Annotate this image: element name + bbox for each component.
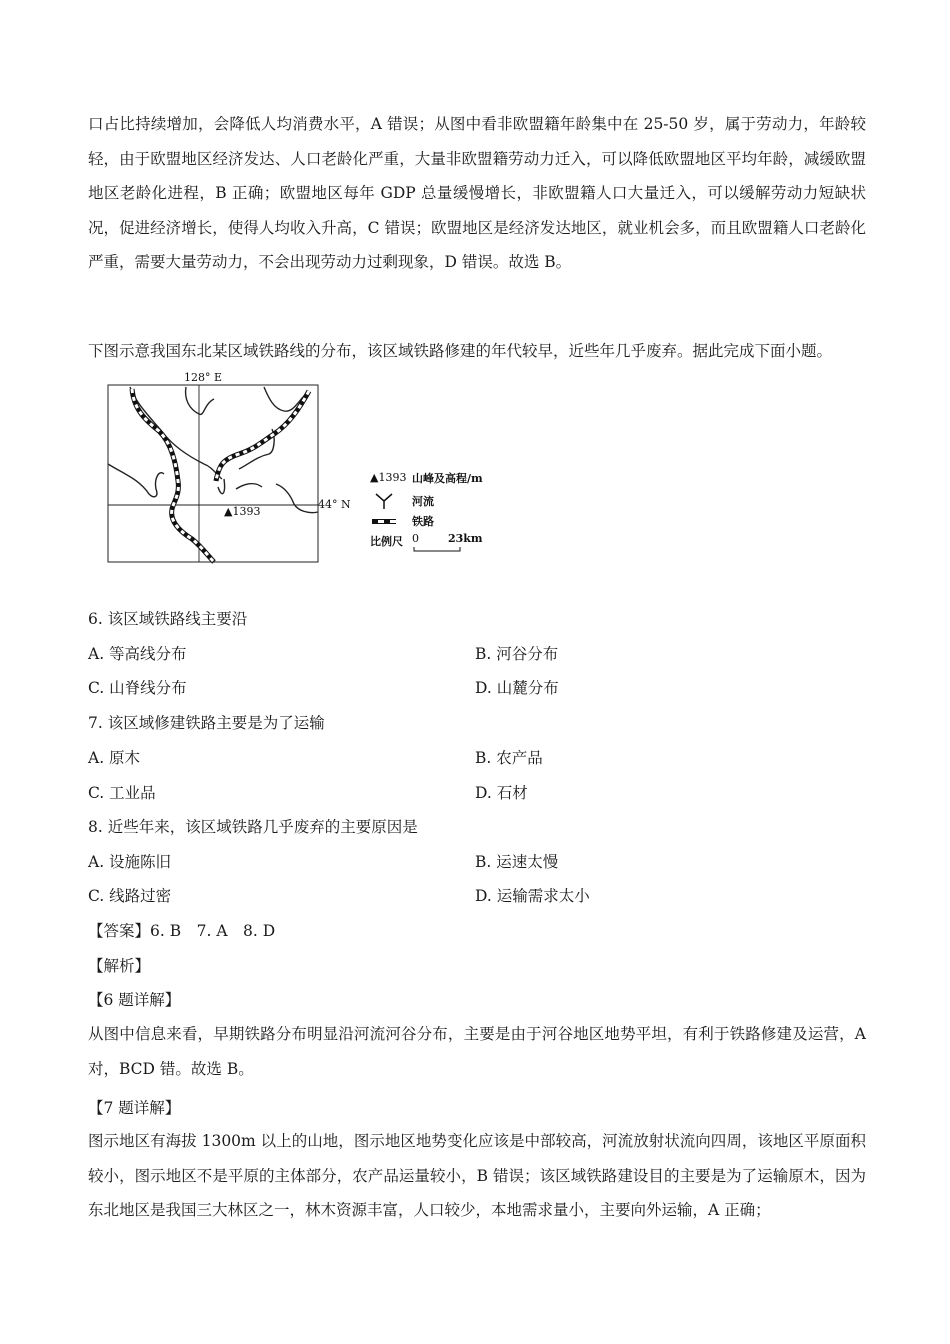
river-legend-icon (376, 494, 392, 509)
question-6-option-b: B. 河谷分布 (475, 645, 559, 663)
legend-scale: 比例尺 (370, 535, 403, 548)
question-8-option-c: C. 线路过密 (88, 887, 172, 905)
question-7-option-a: A. 原木 (88, 749, 141, 767)
question-7-option-d: D. 石材 (475, 784, 528, 802)
legend-peak: ▲1393 (370, 471, 407, 484)
legend-scale-zero: 0 (412, 532, 419, 545)
detail-6-heading: 【6 题详解】 (88, 991, 181, 1009)
question-8-option-b: B. 运速太慢 (475, 853, 559, 871)
question-6-option-a: A. 等高线分布 (88, 645, 187, 663)
legend-railway: 铁路 (412, 515, 434, 528)
latitude-label: 44° N (318, 498, 351, 511)
railway-lines (132, 389, 309, 562)
question-8-option-a: A. 设施陈旧 (88, 853, 172, 871)
railway-map (104, 369, 504, 569)
legend-river: 河流 (412, 495, 434, 508)
question-6-stem: 6. 该区域铁路线主要沿 (88, 610, 248, 628)
detail-6-text: 从图中信息来看，早期铁路分布明显沿河流河谷分布，主要是由于河谷地区地势平坦，有利于铁路修建及运营，A 对，BCD 错。故选 B。 (88, 1025, 866, 1078)
legend-scale-value: 23km (448, 532, 483, 545)
question-8-stem: 8. 近些年来，该区域铁路几乎废弃的主要原因是 (88, 818, 418, 836)
paragraph-1: 口占比持续增加，会降低人均消费水平，A 错误；从图中看非欧盟籍年龄集中在 25-50 岁，属于劳动力，年龄较轻，由于欧盟地区经济发达、人口老龄化严重，大量非欧盟籍劳动力迁入，可以降低欧盟地区平均年龄，减缓欧盟地区老龄化进程，B 正确；欧盟地区每年 GDP 总量缓慢增长，非欧盟籍人口大量迁入，可以缓解劳动力短缺状况，促进经济增长，使得人均收入升高，C 错误；欧盟地区是经济发达地区，就业机会多，而且欧盟籍人口老龄化严重，需要大量劳动力，不会出现劳动力过剩现象，D 错误。故选 B。 (88, 115, 866, 272)
question-8-option-d: D. 运输需求太小 (475, 887, 590, 905)
legend-peak-desc: 山峰及高程/m (412, 472, 483, 485)
detail-7-text: 图示地区有海拔 1300m 以上的山地，图示地区地势变化应该是中部较高，河流放射状流向四周，该地区平原面积较小，图示地区不是平原的主体部分，农产品运量较小，B 错误；该区域铁路建设目的主要是为了运输原木，因为东北地区是我国三大林区之一，林木资源丰富，人口较少，本地需求量小，主要向外运输，A 正确； (88, 1132, 866, 1220)
question-7-stem: 7. 该区域修建铁路主要是为了运输 (88, 714, 325, 732)
detail-7-heading: 【7 题详解】 (88, 1099, 181, 1117)
question-intro: 下图示意我国东北某区域铁路线的分布，该区域铁路修建的年代较早，近些年几乎废弃。据此完成下面小题。 (88, 342, 833, 360)
question-7-option-b: B. 农产品 (475, 749, 543, 767)
rivers (108, 387, 318, 513)
analysis-heading: 【解析】 (88, 957, 151, 975)
peak-label: ▲1393 (224, 505, 261, 518)
scale-bar (414, 547, 460, 551)
answer-line: 【答案】6. B 7. A 8. D (88, 922, 276, 940)
longitude-label: 128° E (184, 371, 223, 384)
question-6-option-c: C. 山脊线分布 (88, 679, 187, 697)
question-6-option-d: D. 山麓分布 (475, 679, 559, 697)
question-7-option-c: C. 工业品 (88, 784, 156, 802)
